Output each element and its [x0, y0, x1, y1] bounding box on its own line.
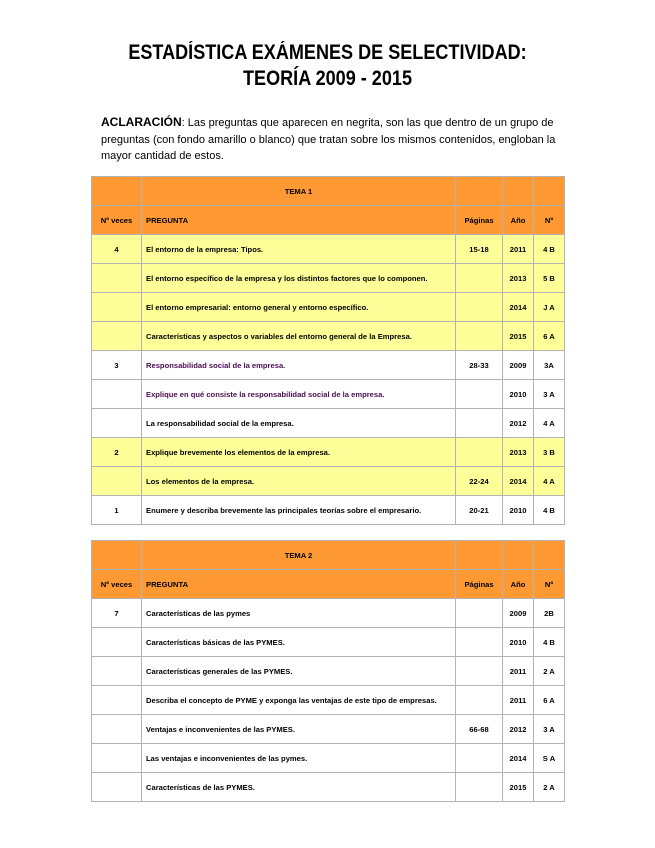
cell-veces	[92, 264, 142, 293]
cell-veces: 1	[92, 496, 142, 525]
cell-num: 4 B	[534, 628, 565, 657]
cell-anio: 2010	[503, 628, 534, 657]
cell-paginas	[456, 599, 503, 628]
cell-pregunta: El entorno específico de la empresa y los distintos factores que lo componen.	[142, 264, 456, 293]
cell-anio: 2015	[503, 322, 534, 351]
cell-anio: 2013	[503, 264, 534, 293]
cell-veces: 3	[92, 351, 142, 380]
tema-1-title-row	[92, 177, 565, 206]
cell-veces	[92, 380, 142, 409]
header-veces: Nº veces	[92, 570, 142, 599]
cell-num: 3 A	[534, 380, 565, 409]
cell-pregunta: Describa el concepto de PYME y exponga las ventajas de este tipo de empresas.	[142, 686, 456, 715]
tema-2-table	[91, 540, 565, 802]
header-paginas: Páginas	[456, 570, 503, 599]
table-row	[92, 744, 565, 773]
table-row	[92, 496, 565, 525]
cell-paginas: 22-24	[456, 467, 503, 496]
empty-cell	[534, 177, 565, 206]
cell-anio: 2013	[503, 438, 534, 467]
cell-pregunta: Las ventajas e inconvenientes de las pymes.	[142, 744, 456, 773]
table-row	[92, 409, 565, 438]
cell-anio: 2014	[503, 293, 534, 322]
table-row	[92, 686, 565, 715]
empty-cell	[503, 177, 534, 206]
cell-num: 3A	[534, 351, 565, 380]
cell-paginas	[456, 744, 503, 773]
cell-paginas	[456, 380, 503, 409]
cell-num: 6 A	[534, 322, 565, 351]
cell-veces: 7	[92, 599, 142, 628]
empty-cell	[503, 541, 534, 570]
cell-pregunta: Características de las pymes	[142, 599, 456, 628]
cell-paginas	[456, 322, 503, 351]
tema-2-title: TEMA 2	[142, 541, 456, 570]
cell-num: 3 A	[534, 715, 565, 744]
header-paginas: Páginas	[456, 206, 503, 235]
cell-paginas	[456, 264, 503, 293]
cell-anio: 2011	[503, 657, 534, 686]
table-row	[92, 438, 565, 467]
cell-anio: 2014	[503, 744, 534, 773]
cell-paginas	[456, 686, 503, 715]
cell-num: 2 A	[534, 657, 565, 686]
table-row	[92, 657, 565, 686]
cell-veces	[92, 773, 142, 802]
cell-anio: 2009	[503, 351, 534, 380]
header-num: Nº	[534, 206, 565, 235]
table-row	[92, 293, 565, 322]
cell-anio: 2010	[503, 496, 534, 525]
table-row	[92, 715, 565, 744]
cell-paginas	[456, 773, 503, 802]
tema-1-table	[91, 176, 565, 525]
cell-anio: 2014	[503, 467, 534, 496]
cell-anio: 2009	[503, 599, 534, 628]
table-row	[92, 773, 565, 802]
cell-num: J A	[534, 293, 565, 322]
empty-cell	[92, 541, 142, 570]
cell-num: 4 A	[534, 409, 565, 438]
cell-pregunta: Explique brevemente los elementos de la empresa.	[142, 438, 456, 467]
tema-2-header-row	[92, 570, 565, 599]
cell-veces	[92, 657, 142, 686]
cell-pregunta: Características y aspectos o variables del entorno general de la Empresa.	[142, 322, 456, 351]
cell-anio: 2015	[503, 773, 534, 802]
cell-paginas: 66-68	[456, 715, 503, 744]
title-line-2: TEORÍA 2009 - 2015	[243, 67, 412, 90]
cell-veces	[92, 715, 142, 744]
cell-pregunta: Características de las PYMES.	[142, 773, 456, 802]
table-row	[92, 351, 565, 380]
empty-cell	[92, 177, 142, 206]
table-row	[92, 467, 565, 496]
cell-pregunta: La responsabilidad social de la empresa.	[142, 409, 456, 438]
cell-pregunta: Responsabilidad social de la empresa.	[142, 351, 456, 380]
clarification-label: ACLARACIÓN	[101, 115, 182, 129]
table-row	[92, 628, 565, 657]
header-num: Nº	[534, 570, 565, 599]
cell-paginas: 20-21	[456, 496, 503, 525]
cell-veces	[92, 322, 142, 351]
table-row	[92, 322, 565, 351]
cell-anio: 2010	[503, 380, 534, 409]
tema-2-body	[92, 599, 565, 802]
cell-num: 2B	[534, 599, 565, 628]
empty-cell	[534, 541, 565, 570]
cell-veces	[92, 409, 142, 438]
cell-num: 3 B	[534, 438, 565, 467]
cell-pregunta: Enumere y describa brevemente las principales teorías sobre el empresario.	[142, 496, 456, 525]
cell-veces: 2	[92, 438, 142, 467]
title-line-1: ESTADÍSTICA EXÁMENES DE SELECTIVIDAD:	[128, 41, 527, 64]
header-pregunta: PREGUNTA	[142, 206, 456, 235]
cell-pregunta: El entorno empresarial: entorno general y entorno específico.	[142, 293, 456, 322]
cell-num: S A	[534, 744, 565, 773]
cell-num: 4 B	[534, 235, 565, 264]
cell-paginas: 15-18	[456, 235, 503, 264]
cell-pregunta: Ventajas e inconvenientes de las PYMES.	[142, 715, 456, 744]
cell-num: 4 B	[534, 496, 565, 525]
cell-paginas	[456, 628, 503, 657]
header-veces: Nº veces	[92, 206, 142, 235]
cell-veces	[92, 686, 142, 715]
cell-anio: 2012	[503, 409, 534, 438]
table-row	[92, 380, 565, 409]
cell-veces	[92, 293, 142, 322]
tema-2-title-row	[92, 541, 565, 570]
tema-1-body	[92, 235, 565, 525]
cell-num: 2 A	[534, 773, 565, 802]
table-row	[92, 235, 565, 264]
cell-num: 4 A	[534, 467, 565, 496]
cell-pregunta: El entorno de la empresa: Tipos.	[142, 235, 456, 264]
cell-paginas	[456, 409, 503, 438]
cell-veces	[92, 628, 142, 657]
tema-1-title: TEMA 1	[142, 177, 456, 206]
cell-paginas	[456, 293, 503, 322]
cell-num: 6 A	[534, 686, 565, 715]
cell-veces: 4	[92, 235, 142, 264]
empty-cell	[456, 541, 503, 570]
header-pregunta: PREGUNTA	[142, 570, 456, 599]
cell-pregunta: Los elementos de la empresa.	[142, 467, 456, 496]
document-title	[46, 40, 609, 92]
tema-1-header-row	[92, 206, 565, 235]
table-row	[92, 264, 565, 293]
cell-pregunta: Características generales de las PYMES.	[142, 657, 456, 686]
cell-veces	[92, 744, 142, 773]
cell-paginas	[456, 657, 503, 686]
clarification-text: : Las preguntas que aparecen en negrita, son las que dentro de un grupo de preguntas (con fondo amarillo o blanco) que tratan sobre los mismos contenidos, engloban la mayor cantidad de estos.	[101, 117, 556, 162]
cell-paginas: 28-33	[456, 351, 503, 380]
empty-cell	[456, 177, 503, 206]
header-anio: Año	[503, 206, 534, 235]
cell-paginas	[456, 438, 503, 467]
cell-pregunta: Características básicas de las PYMES.	[142, 628, 456, 657]
cell-pregunta: Explique en qué consiste la responsabilidad social de la empresa.	[142, 380, 456, 409]
cell-veces	[92, 467, 142, 496]
cell-anio: 2011	[503, 235, 534, 264]
cell-anio: 2011	[503, 686, 534, 715]
cell-num: 5 B	[534, 264, 565, 293]
table-row	[92, 599, 565, 628]
clarification-note	[101, 114, 571, 165]
cell-anio: 2012	[503, 715, 534, 744]
header-anio: Año	[503, 570, 534, 599]
